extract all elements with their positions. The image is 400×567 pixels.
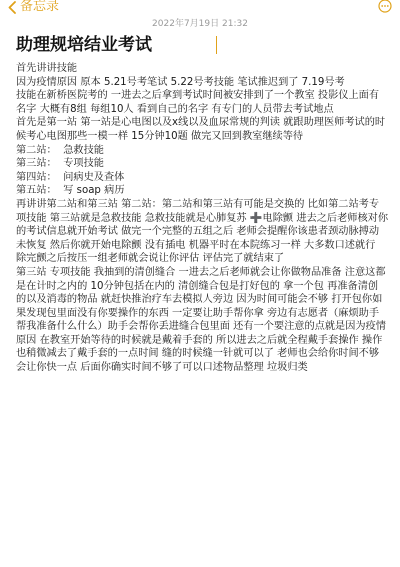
navigation-bar [0, 0, 400, 14]
note-paragraph: 第四站： 问病史及查体 [16, 171, 125, 183]
note-paragraph: 因为疫情原因 原本 5.21号考笔试 5.22号考技能 笔试推迟到了 7.19号考 [16, 76, 345, 88]
back-button-label: 备忘录 [20, 0, 60, 14]
chevron-left-icon [8, 1, 16, 14]
note-paragraph: 首先讲讲技能 [16, 63, 78, 74]
more-icon [378, 0, 392, 17]
note-title[interactable]: 助理规培结业考试 [16, 35, 152, 55]
note-paragraph: 第五站： 写 soap 病历 [16, 185, 125, 197]
note-timestamp: 2022年7月19日 21:32 [152, 19, 248, 29]
note-paragraph: 技能在新桥医院考的 一进去之后拿到考试时间被安排到了一个教室 投影仪上面有名字 大概有8组 每组10人 看到自己的名字 有专门的人员带去考试地点 [16, 90, 380, 115]
note-paragraph: 首先是第一站 第一站是心电图以及x线以及血尿常规的判读 就跟助理医师考试的时候考心电图那些一模一样 15分钟10题 做完又回到教室继续等待 [16, 117, 386, 142]
note-body[interactable] [16, 62, 388, 375]
note-paragraph: 再讲讲第二站和第三站 第二站：第二站和第三站有可能是交换的 比如第二站考专项技能 第三站就是急救技能 急救技能就是心肺复苏 ➕电除颤 进去之后老师核对你的考试信息就开始考试 做完一个完整的五组之后 老师会提醒你该患者颈动脉搏动未恢复 然后你就开始电除颤 没有插电 机器平时在本院练习一样 大多数口述就行 除完颤之后按压一组老师就会说让你评估 评估完了就结束了 [16, 198, 389, 265]
note-paragraph: 第三站： 专项技能 [16, 158, 104, 170]
note-paragraph: 第三站 专项技能 我抽到的清创缝合 一进去之后老师就会让你做物品准备 注意这都是在计时之内的 10分钟包括在内的 清创缝合包是打好包的 拿一个包 再准备清创的以及消毒的物品 就赶快推治疗车去模拟人旁边 因为时间可能会不够 打开包你如果发现包里面没有你要操作的东西 一定要让助手帮你拿 旁边有志愿者（麻烦助手帮我准备什么什么）助手会帮你丢进缝合包里面 还有一个要注意的点就是因为疫情原因 在教室开始等待的时候就是戴着手套的 所以进去之后就全程戴手套操作 操作也稍微减去了戴手套的一点时间 缝的时候缝一针就可以了 老师也会给你时间不够 会让你快一点 后面你确实时间不够了可以口述物品整理 垃圾归类 [16, 266, 386, 374]
text-cursor [216, 36, 217, 54]
back-button[interactable] [8, 0, 59, 14]
note-paragraph: 第二站： 急救技能 [16, 144, 104, 156]
more-button[interactable] [378, 0, 392, 14]
